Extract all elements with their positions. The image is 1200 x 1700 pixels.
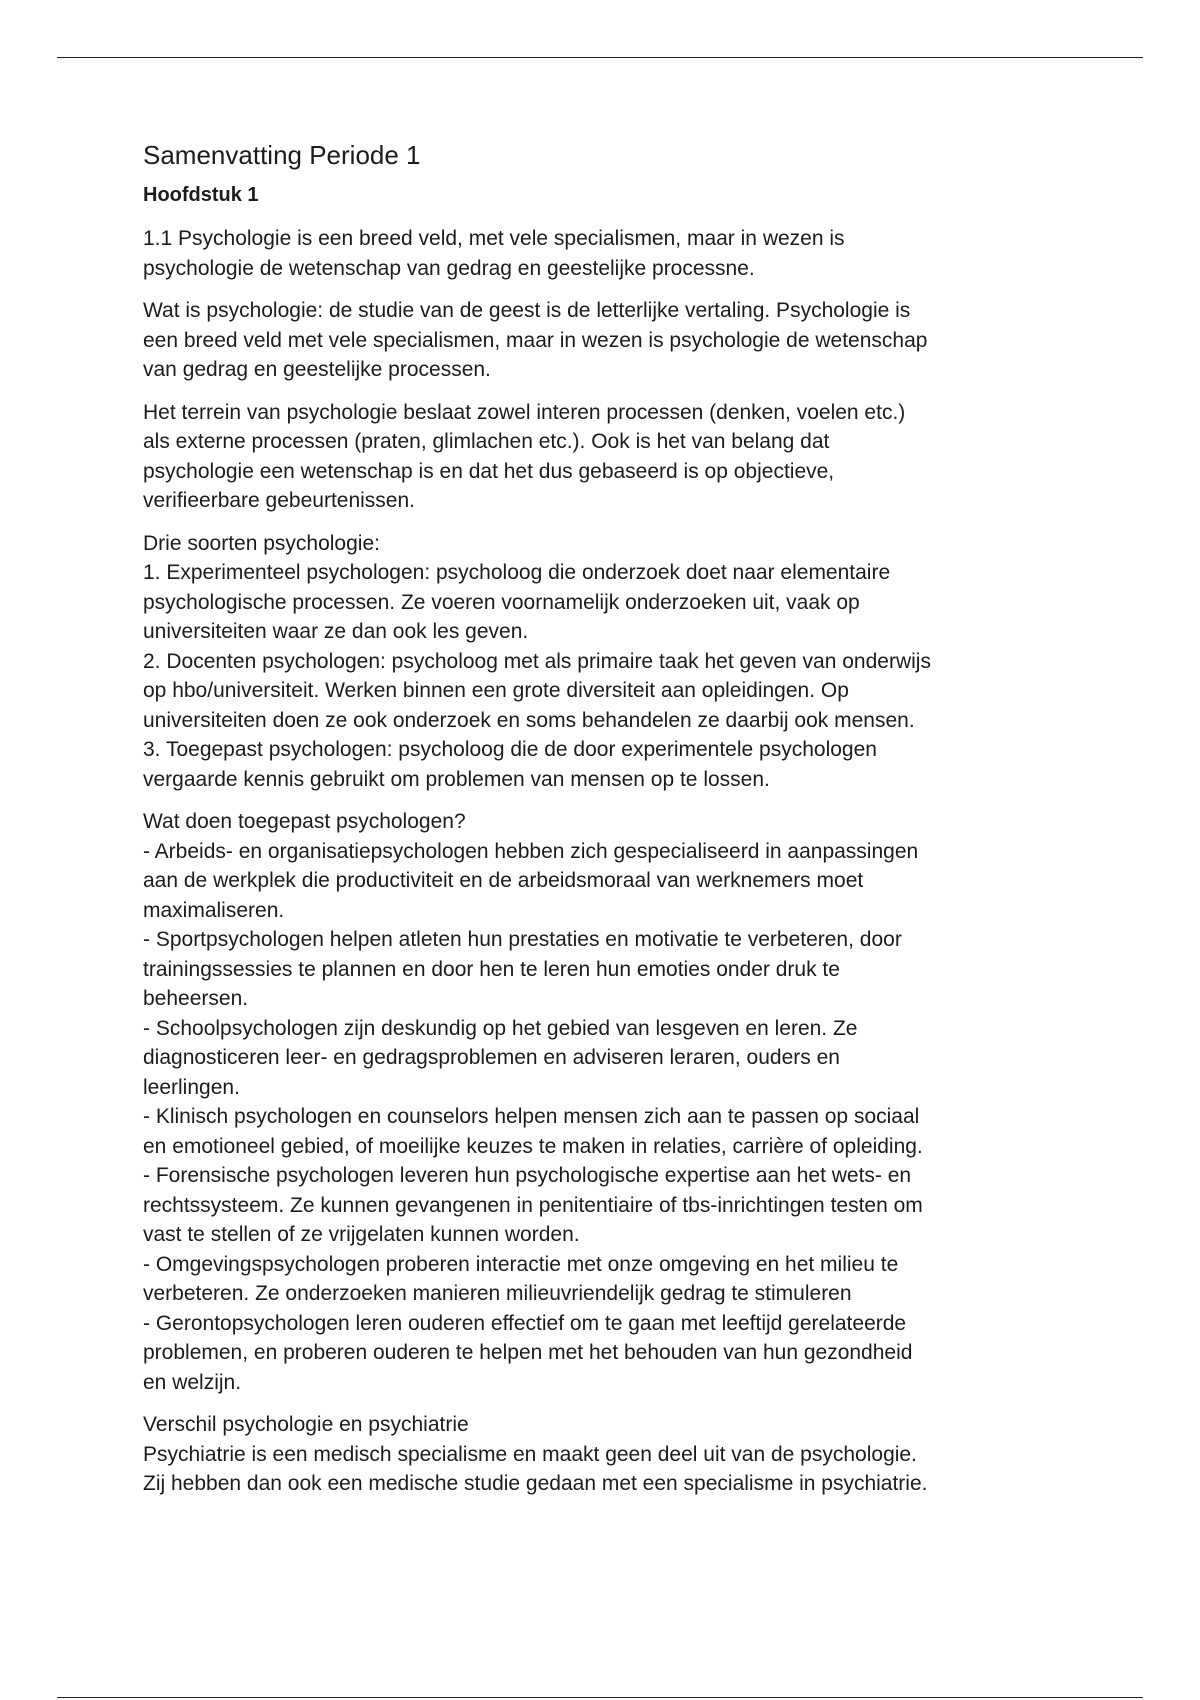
text-line: - Omgevingspsychologen proberen interactie met onze omgeving en het milieu te <box>143 1252 899 1276</box>
paragraph <box>143 1410 1073 1499</box>
chapter-heading: Hoofdstuk 1 <box>143 184 259 206</box>
text-line: 1. Experimenteel psychologen: psycholoog die onderzoek doet naar elementaire <box>143 561 891 584</box>
text-line: op hbo/universiteit. Werken binnen een grote diversiteit aan opleidingen. Op <box>143 679 849 702</box>
paragraph-list <box>143 224 1073 1499</box>
text-line: psychologie de wetenschap van gedrag en geestelijke processne. <box>143 256 755 280</box>
text-line: rechtssysteem. Ze kunnen gevangenen in penitentiaire of tbs-inrichtingen testen om <box>143 1193 923 1217</box>
text-line: 2. Docenten psychologen: psycholoog met als primaire taak het geven van onderwijs <box>143 649 931 673</box>
text-line: - Gerontopsychologen leren ouderen effectief om te gaan met leeftijd gerelateerde <box>143 1311 907 1335</box>
text-line: verbeteren. Ze onderzoeken manieren milieuvriendelijk gedrag te stimuleren <box>143 1282 852 1305</box>
text-line: - Klinisch psychologen en counselors helpen mensen zich aan te passen op sociaal <box>143 1105 920 1128</box>
text-line: vergaarde kennis gebruikt om problemen van mensen op te lossen. <box>143 767 770 791</box>
text-line: van gedrag en geestelijke processen. <box>143 358 491 381</box>
paragraph <box>143 529 1073 795</box>
paragraph <box>143 807 1073 1397</box>
text-line: trainingssessies te plannen en door hen te leren hun emoties onder druk te <box>143 957 840 981</box>
document-title: Samenvatting Periode 1 <box>143 140 421 170</box>
text-line: Psychiatrie is een medisch specialisme en maakt geen deel uit van de psychologie. <box>143 1442 917 1466</box>
text-line: maximaliseren. <box>143 898 285 922</box>
text-line: universiteiten waar ze dan ook les geven. <box>143 620 529 643</box>
text-line: aan de werkplek die productiviteit en de arbeidsmoraal van werknemers moet <box>143 869 864 892</box>
paragraph <box>143 398 1073 516</box>
paragraph <box>143 224 1073 283</box>
text-line: vast te stellen of ze vrijgelaten kunnen worden. <box>143 1223 580 1246</box>
text-line: als externe processen (praten, glimlachen etc.). Ook is het van belang dat <box>143 430 830 453</box>
text-line: diagnosticeren leer- en gedragsproblemen en adviseren leraren, ouders en <box>143 1046 840 1069</box>
text-line: - Arbeids- en organisatiepsychologen hebben zich gespecialiseerd in aanpassingen <box>143 839 919 863</box>
text-line: Wat doen toegepast psychologen? <box>143 810 466 833</box>
text-line: Wat is psychologie: de studie van de geest is de letterlijke vertaling. Psychologie is <box>143 299 911 322</box>
top-rule <box>57 57 1143 58</box>
paragraph <box>143 296 1073 385</box>
text-line: universiteiten doen ze ook onderzoek en soms behandelen ze daarbij ook mensen. <box>143 708 915 732</box>
text-line: Zij hebben dan ook een medische studie gedaan met een specialisme in psychiatrie. <box>143 1472 928 1495</box>
text-line: Verschil psychologie en psychiatrie <box>143 1413 469 1436</box>
document-body <box>143 138 1073 1512</box>
text-line: psychologie een wetenschap is en dat het dus gebaseerd is op objectieve, <box>143 459 835 483</box>
text-line: psychologische processen. Ze voeren voornamelijk onderzoeken uit, vaak op <box>143 590 860 614</box>
text-line: verifieerbare gebeurtenissen. <box>143 489 415 512</box>
text-line: - Schoolpsychologen zijn deskundig op het gebied van lesgeven en leren. Ze <box>143 1016 858 1040</box>
text-line: - Forensische psychologen leveren hun psychologische expertise aan het wets- en <box>143 1164 912 1187</box>
text-line: - Sportpsychologen helpen atleten hun prestaties en motivatie te verbeteren, door <box>143 928 902 951</box>
text-line: Het terrein van psychologie beslaat zowel interen processen (denken, voelen etc.) <box>143 400 906 424</box>
text-line: 3. Toegepast psychologen: psycholoog die de door experimentele psychologen <box>143 738 877 761</box>
text-line: problemen, en proberen ouderen te helpen met het behouden van hun gezondheid <box>143 1341 913 1364</box>
bottom-rule <box>57 1697 1143 1698</box>
text-line: 1.1 Psychologie is een breed veld, met vele specialismen, maar in wezen is <box>143 227 845 250</box>
text-line: en welzijn. <box>143 1370 242 1394</box>
text-line: leerlingen. <box>143 1075 240 1099</box>
text-line: Drie soorten psychologie: <box>143 531 380 555</box>
text-line: een breed veld met vele specialismen, maar in wezen is psychologie de wetenschap <box>143 328 928 352</box>
text-line: beheersen. <box>143 987 249 1010</box>
text-line: en emotioneel gebied, of moeilijke keuzes te maken in relaties, carrière of opleiding. <box>143 1134 923 1158</box>
